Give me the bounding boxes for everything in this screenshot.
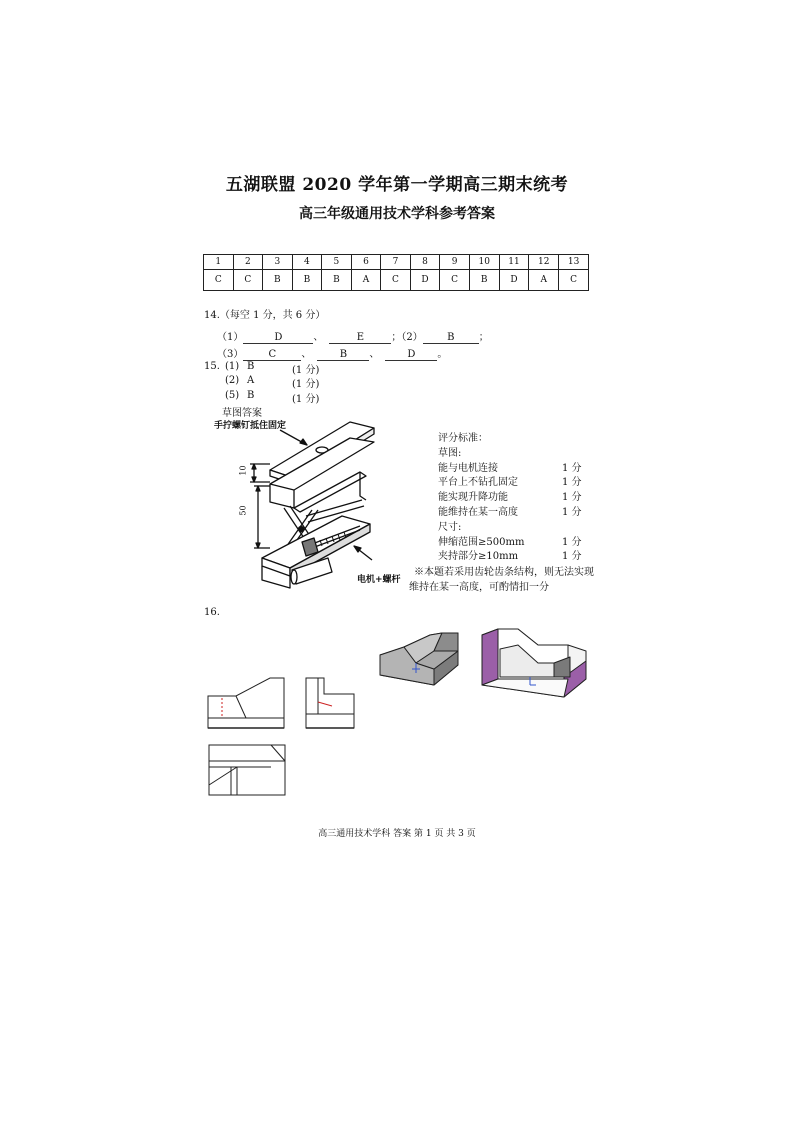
question-number: 6 xyxy=(351,255,381,270)
answer-cell: B xyxy=(322,270,352,291)
q15-item-score: (1 分) xyxy=(292,379,320,390)
criteria-row xyxy=(438,462,598,477)
question-number: 11 xyxy=(499,255,529,270)
criteria-row xyxy=(438,506,598,521)
answer-cell: A xyxy=(529,270,559,291)
criteria-note-2: 维持在某一高度，可酌情扣一分 xyxy=(409,582,549,593)
q14-heading: 14.（每空 1 分，共 6 分） xyxy=(204,310,326,321)
gray-solid-model xyxy=(376,629,462,687)
q15-number: 15. xyxy=(204,361,220,372)
front-view-drawing xyxy=(206,676,286,732)
criteria-row xyxy=(438,521,598,536)
q15-item-label: (5) xyxy=(225,390,240,401)
criteria-score: 1 分 xyxy=(562,462,582,474)
criteria-text: 草图: xyxy=(438,447,462,459)
q15-item xyxy=(225,390,345,404)
question-number: 12 xyxy=(529,255,559,270)
q15-item-label: (2) xyxy=(225,375,240,386)
question-number: 3 xyxy=(263,255,293,270)
criteria-score: 1 分 xyxy=(562,536,582,548)
criteria-score: 1 分 xyxy=(562,477,582,489)
q15-item-answer: A xyxy=(247,375,255,386)
answer-cell: C xyxy=(381,270,411,291)
answer-cell: B xyxy=(263,270,293,291)
q15-item-score: (1 分) xyxy=(292,394,320,405)
q14-separator: 、 xyxy=(313,332,324,343)
q16-number: 16. xyxy=(204,607,220,618)
q14-part-label: （3） xyxy=(217,349,244,360)
side-view-drawing xyxy=(304,676,356,732)
question-number: 13 xyxy=(559,255,589,270)
dimension-10: 10 xyxy=(238,465,248,476)
white-purple-solid-model xyxy=(478,627,590,699)
q14-line-3 xyxy=(217,345,447,361)
q15-item-answer: B xyxy=(247,361,255,372)
answer-cell: B xyxy=(292,270,322,291)
q14-separator: 、 xyxy=(369,349,380,360)
question-number: 8 xyxy=(410,255,440,270)
criteria-score: 1 分 xyxy=(562,506,582,518)
dimension-50: 50 xyxy=(238,505,248,516)
top-view-drawing xyxy=(207,743,287,797)
question-number: 1 xyxy=(204,255,234,270)
answer-cell: B xyxy=(469,270,499,291)
scoring-criteria xyxy=(438,432,598,565)
q14-line-1 xyxy=(217,328,489,344)
sketch-heading: 草图答案 xyxy=(222,408,262,419)
q14-separator: ； xyxy=(478,332,489,343)
q14-answer-blank: D xyxy=(243,332,313,344)
criteria-score: 1 分 xyxy=(562,492,582,504)
q14-separator: 、 xyxy=(301,349,312,360)
answer-table-number-row xyxy=(204,255,589,270)
document-subtitle: 高三年级通用技术学科参考答案 xyxy=(299,206,495,222)
q14-answer-blank: C xyxy=(243,349,301,361)
criteria-row xyxy=(438,476,598,491)
screw-label: 手拧螺钉抵住固定 xyxy=(214,421,287,431)
answer-cell: C xyxy=(440,270,470,291)
criteria-title: 评分标准： xyxy=(438,433,488,444)
page-footer: 高三通用技术学科 答案 第 1 页 共 3 页 xyxy=(318,829,476,839)
criteria-text: 能与电机连接 xyxy=(438,462,498,474)
q14-separator: 。 xyxy=(437,349,448,360)
q14-answer-blank: B xyxy=(423,332,479,344)
question-number: 9 xyxy=(440,255,470,270)
criteria-text: 伸缩范围≥500mm xyxy=(438,536,525,548)
answer-cell: C xyxy=(559,270,589,291)
criteria-text: 平台上不钻孔固定 xyxy=(438,477,518,489)
answer-cell: C xyxy=(233,270,263,291)
motor-label: 电机+螺杆 xyxy=(357,575,401,585)
answer-cell: A xyxy=(351,270,381,291)
q14-answer-blank: D xyxy=(385,349,437,361)
criteria-text: 尺寸: xyxy=(438,521,462,533)
answer-table-answer-row xyxy=(204,270,589,291)
q15-item xyxy=(225,361,345,375)
q15-item-score: (1 分) xyxy=(292,365,320,376)
q14-part-label: ；（2） xyxy=(391,332,423,343)
answer-cell: C xyxy=(204,270,234,291)
answer-table xyxy=(203,254,589,291)
criteria-text: 能实现升降功能 xyxy=(438,492,508,504)
question-number: 10 xyxy=(469,255,499,270)
q15-item xyxy=(225,375,345,389)
criteria-row xyxy=(438,447,598,462)
answer-cell: D xyxy=(410,270,440,291)
criteria-row xyxy=(438,491,598,506)
criteria-note-1: ※本题若采用齿轮齿条结构，则无法实现 xyxy=(414,567,594,578)
question-number: 7 xyxy=(381,255,411,270)
question-number: 5 xyxy=(322,255,352,270)
q14-answer-blank: E xyxy=(329,332,391,344)
criteria-text: 夹持部分≥10mm xyxy=(438,551,519,563)
answer-cell: D xyxy=(499,270,529,291)
criteria-text: 能维持在某一高度 xyxy=(438,506,518,518)
criteria-score: 1 分 xyxy=(562,551,582,563)
question-number: 2 xyxy=(233,255,263,270)
criteria-row xyxy=(438,536,598,551)
q14-part-label: （1） xyxy=(217,332,244,343)
q15-item-label: (1) xyxy=(225,361,240,372)
q15-item-answer: B xyxy=(247,390,255,401)
document-title: 五湖联盟 2020 学年第一学期高三期末统考 xyxy=(225,175,569,195)
question-number: 4 xyxy=(292,255,322,270)
q14-answer-blank: B xyxy=(317,349,369,361)
